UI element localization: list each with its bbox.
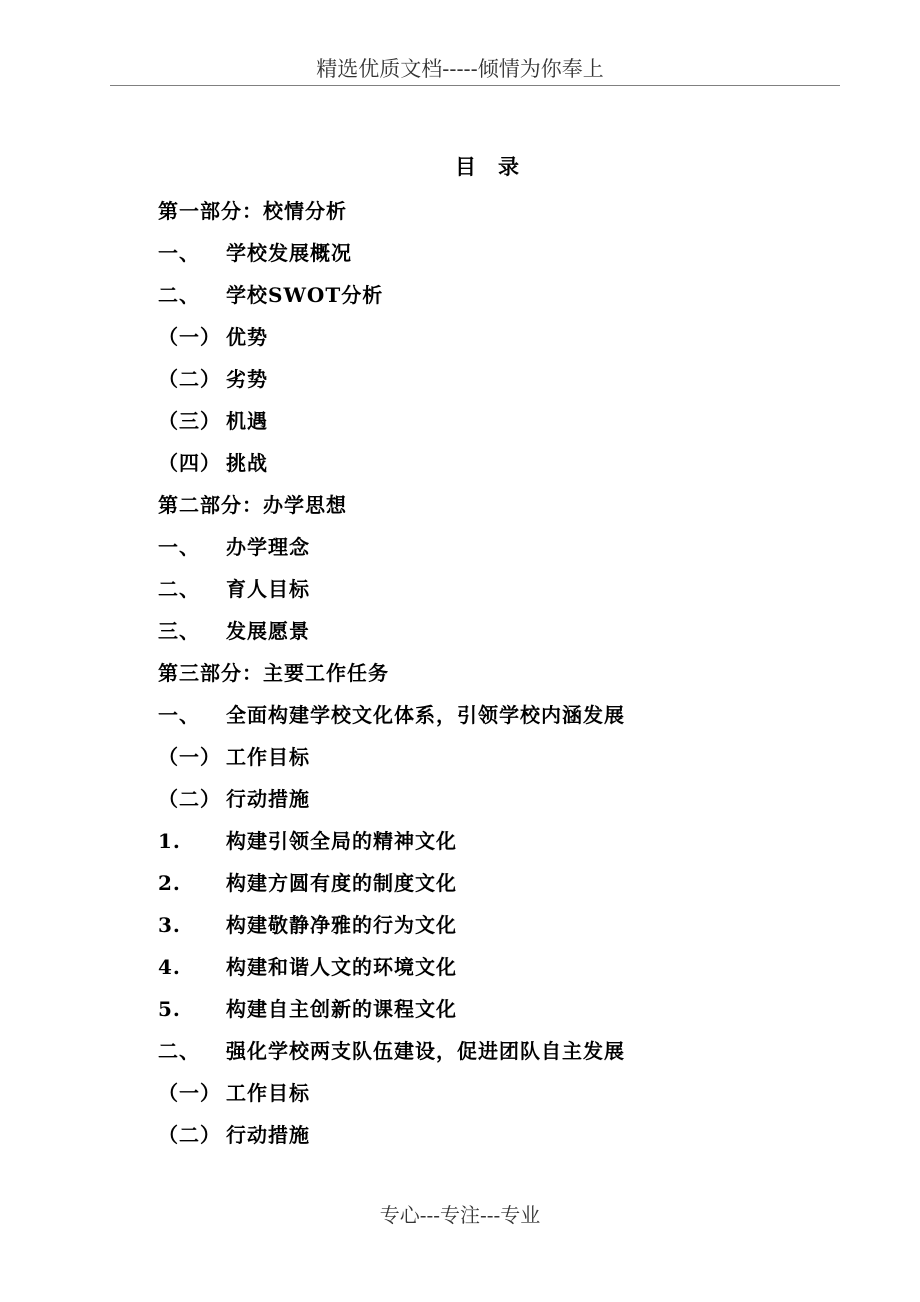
toc-entry-text: 工作目标	[226, 745, 310, 769]
toc-entry-text: 学校发展概况	[226, 241, 352, 265]
toc-title: 目录	[455, 154, 541, 179]
page-footer: 专心---专注---专业	[379, 1203, 541, 1227]
toc-entry-text: 构建自主创新的课程文化	[226, 997, 457, 1021]
toc-entry-number: （四）	[158, 451, 221, 475]
toc-entry-text: 学校SWOT分析	[226, 283, 384, 307]
toc-entry-number: 二、	[158, 283, 200, 307]
toc-entry-number: 3.	[158, 913, 181, 937]
toc-entry-text: 挑战	[226, 451, 268, 475]
toc-entry	[158, 742, 858, 784]
toc-entry	[158, 238, 858, 280]
toc-entry-number: 4.	[158, 955, 181, 979]
toc-entry-text: 第一部分：校情分析	[158, 199, 347, 223]
toc-entry-number: 1.	[158, 829, 181, 853]
toc-entry	[158, 574, 858, 616]
toc-entry-number: 一、	[158, 703, 200, 727]
toc-entry-text: 发展愿景	[226, 619, 310, 643]
toc-entry-number: （一）	[158, 1081, 221, 1105]
toc-entry-text: 构建和谐人文的环境文化	[226, 955, 457, 979]
toc-entry-number: 二、	[158, 1039, 200, 1063]
toc-entry	[158, 868, 858, 910]
toc-entry	[158, 616, 858, 658]
toc-entry	[158, 700, 858, 742]
toc-entry	[158, 910, 858, 952]
toc-entry-text: 强化学校两支队伍建设，促进团队自主发展	[226, 1039, 625, 1063]
toc-entry	[158, 994, 858, 1036]
toc-entry-number: 一、	[158, 535, 200, 559]
toc-entry	[158, 406, 858, 448]
toc-entry-number: （一）	[158, 745, 221, 769]
toc-entry-number: （三）	[158, 409, 221, 433]
toc-entry	[158, 1036, 858, 1078]
toc-entry-text: 第三部分：主要工作任务	[158, 661, 389, 685]
toc-entry-number: 三、	[158, 619, 200, 643]
toc-entry-text: 第二部分：办学思想	[158, 493, 347, 517]
toc-entry-number: （一）	[158, 325, 221, 349]
toc-entry	[158, 448, 858, 490]
toc-entry-number: 一、	[158, 241, 200, 265]
toc-entry-text: 行动措施	[226, 787, 310, 811]
toc-entry	[158, 322, 858, 364]
toc-entry	[158, 784, 858, 826]
toc-entry-text: 办学理念	[226, 535, 310, 559]
toc-entry-text: 行动措施	[226, 1123, 310, 1147]
toc-entry-text: 优势	[226, 325, 268, 349]
toc-entry-text: 工作目标	[226, 1081, 310, 1105]
header-divider	[110, 85, 840, 86]
toc-entry-number: （二）	[158, 367, 221, 391]
toc-entry-text: 劣势	[226, 367, 268, 391]
toc-list	[158, 196, 858, 1162]
toc-entry	[158, 364, 858, 406]
toc-entry-text: 全面构建学校文化体系，引领学校内涵发展	[226, 703, 625, 727]
toc-entry	[158, 1120, 858, 1162]
toc-entry	[158, 826, 858, 868]
toc-entry	[158, 280, 858, 322]
toc-entry-number: 5.	[158, 997, 181, 1021]
toc-entry	[158, 490, 858, 532]
toc-entry-number: （二）	[158, 1123, 221, 1147]
toc-entry-text: 构建方圆有度的制度文化	[226, 871, 457, 895]
toc-entry-text: 构建引领全局的精神文化	[226, 829, 457, 853]
toc-entry	[158, 532, 858, 574]
toc-entry	[158, 952, 858, 994]
toc-entry-text: 育人目标	[226, 577, 310, 601]
toc-entry	[158, 658, 858, 700]
toc-entry-number: （二）	[158, 787, 221, 811]
toc-entry-text: 构建敬静净雅的行为文化	[226, 913, 457, 937]
toc-entry	[158, 196, 858, 238]
toc-entry	[158, 1078, 858, 1120]
toc-entry-text: 机遇	[226, 409, 268, 433]
toc-entry-number: 二、	[158, 577, 200, 601]
toc-entry-number: 2.	[158, 871, 181, 895]
page-header: 精选优质文档-----倾情为你奉上	[316, 57, 604, 81]
